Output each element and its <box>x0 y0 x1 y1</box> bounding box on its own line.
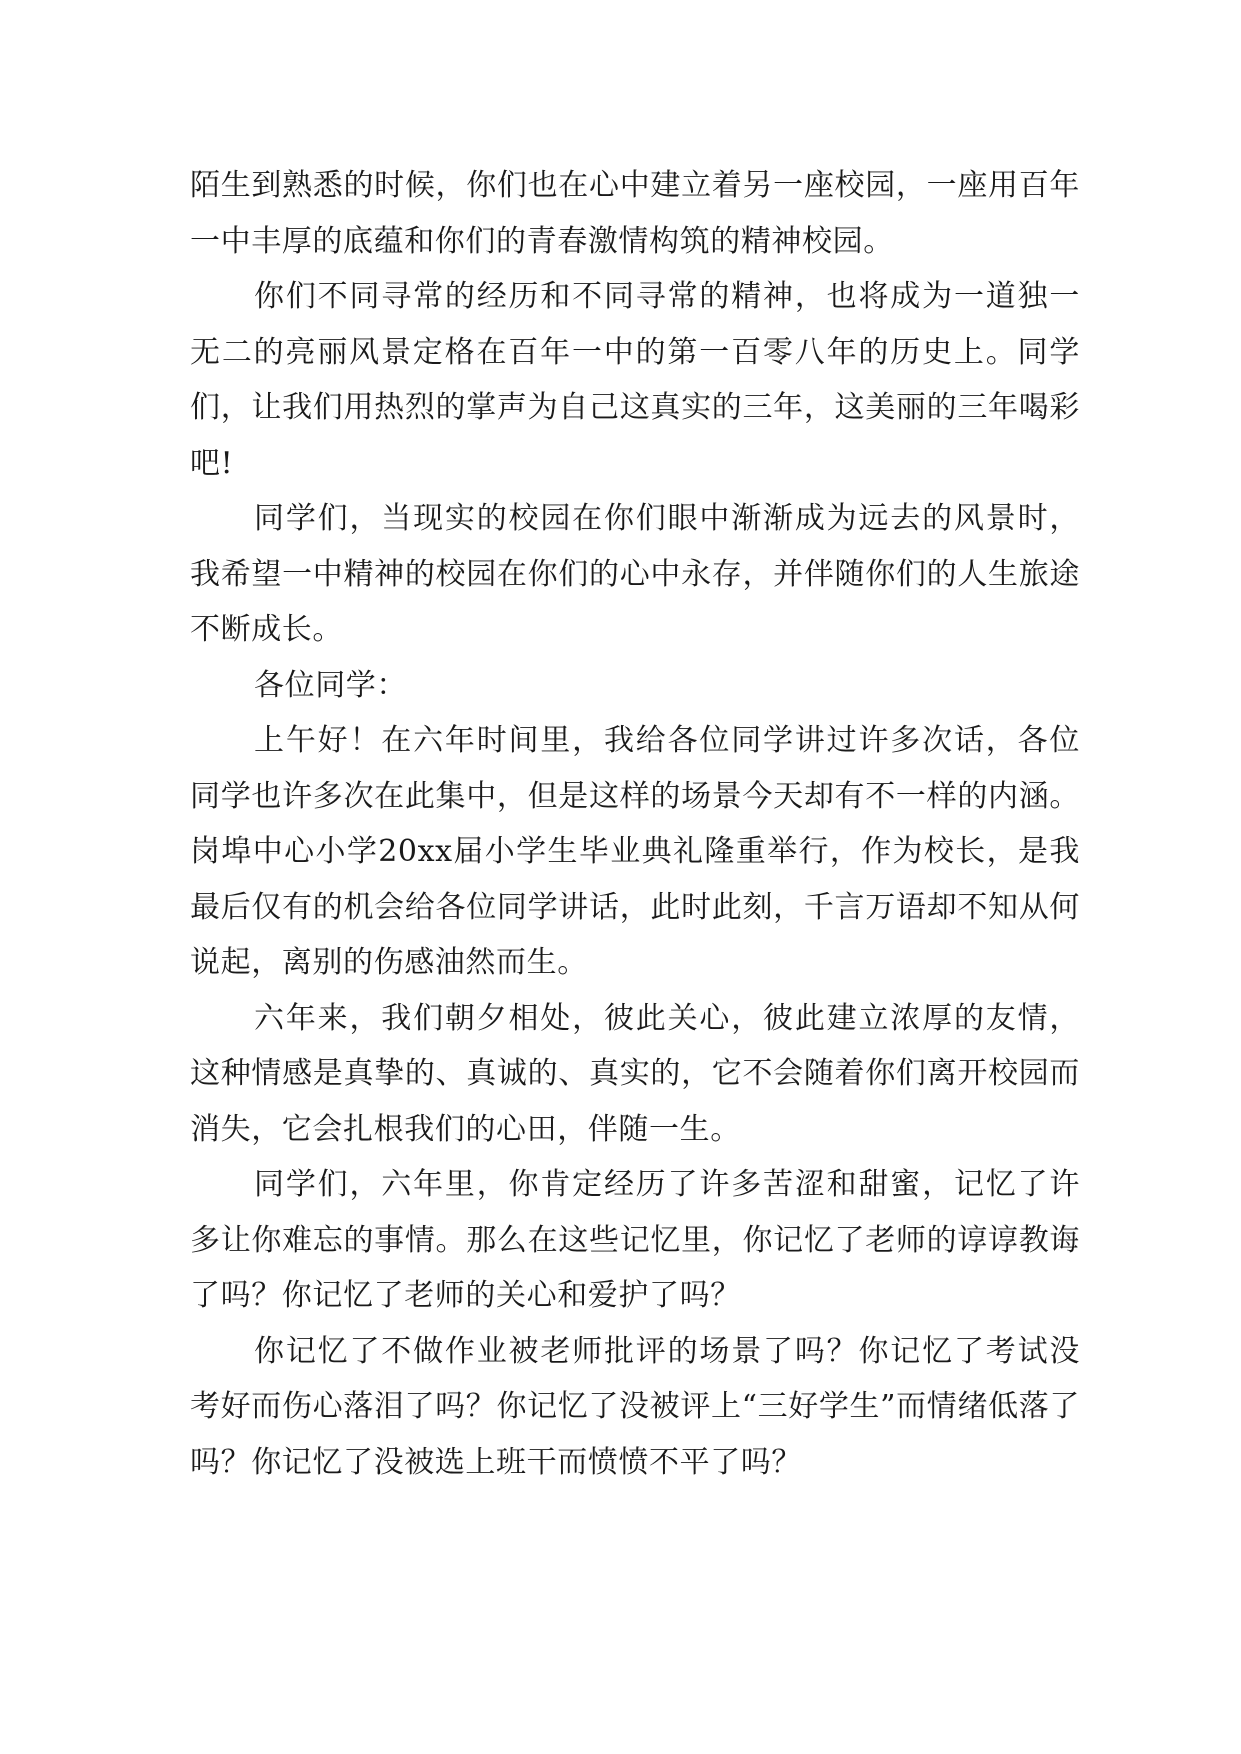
paragraph-5: 上午好！在六年时间里，我给各位同学讲过许多次话，各位同学也许多次在此集中，但是这样的场景今天却有不一样的内涵。岗埠中心小学20xx届小学生毕业典礼隆重举行，作为校长，是我最后仅有的机会给各位同学讲话，此时此刻，千言万语却不知从何说起，离别的伤感油然而生。 <box>190 723 1080 980</box>
paragraph-7: 同学们，六年里，你肯定经历了许多苦涩和甜蜜，记忆了许多让你难忘的事情。那么在这些记忆里，你记忆了老师的谆谆教诲了吗？你记忆了老师的关心和爱护了吗？ <box>190 1167 1080 1313</box>
paragraph-8: 你记忆了不做作业被老师批评的场景了吗？你记忆了考试没考好而伤心落泪了吗？你记忆了没被评上“三好学生”而情绪低落了吗？你记忆了没被选上班干而愤愤不平了吗？ <box>190 1333 1080 1480</box>
paragraph-2: 你们不同寻常的经历和不同寻常的精神，也将成为一道独一无二的亮丽风景定格在百年一中的第一百零八年的历史上。同学们，让我们用热烈的掌声为自己这真实的三年，这美丽的三年喝彩吧! <box>190 279 1080 481</box>
paragraph-6: 六年来，我们朝夕相处，彼此关心，彼此建立浓厚的友情，这种情感是真挚的、真诚的、真实的，它不会随着你们离开校园而消失，它会扎根我们的心田，伴随一生。 <box>190 1000 1080 1147</box>
document-body <box>190 158 1080 1490</box>
paragraph-1: 陌生到熟悉的时候，你们也在心中建立着另一座校园，一座用百年一中丰厚的底蕴和你们的青春激情构筑的精神校园。 <box>190 168 1080 259</box>
paragraph-greeting: 各位同学： <box>254 667 407 703</box>
paragraph-3: 同学们，当现实的校园在你们眼中渐渐成为远去的风景时，我希望一中精神的校园在你们的心中永存，并伴随你们的人生旅途不断成长。 <box>190 501 1080 647</box>
